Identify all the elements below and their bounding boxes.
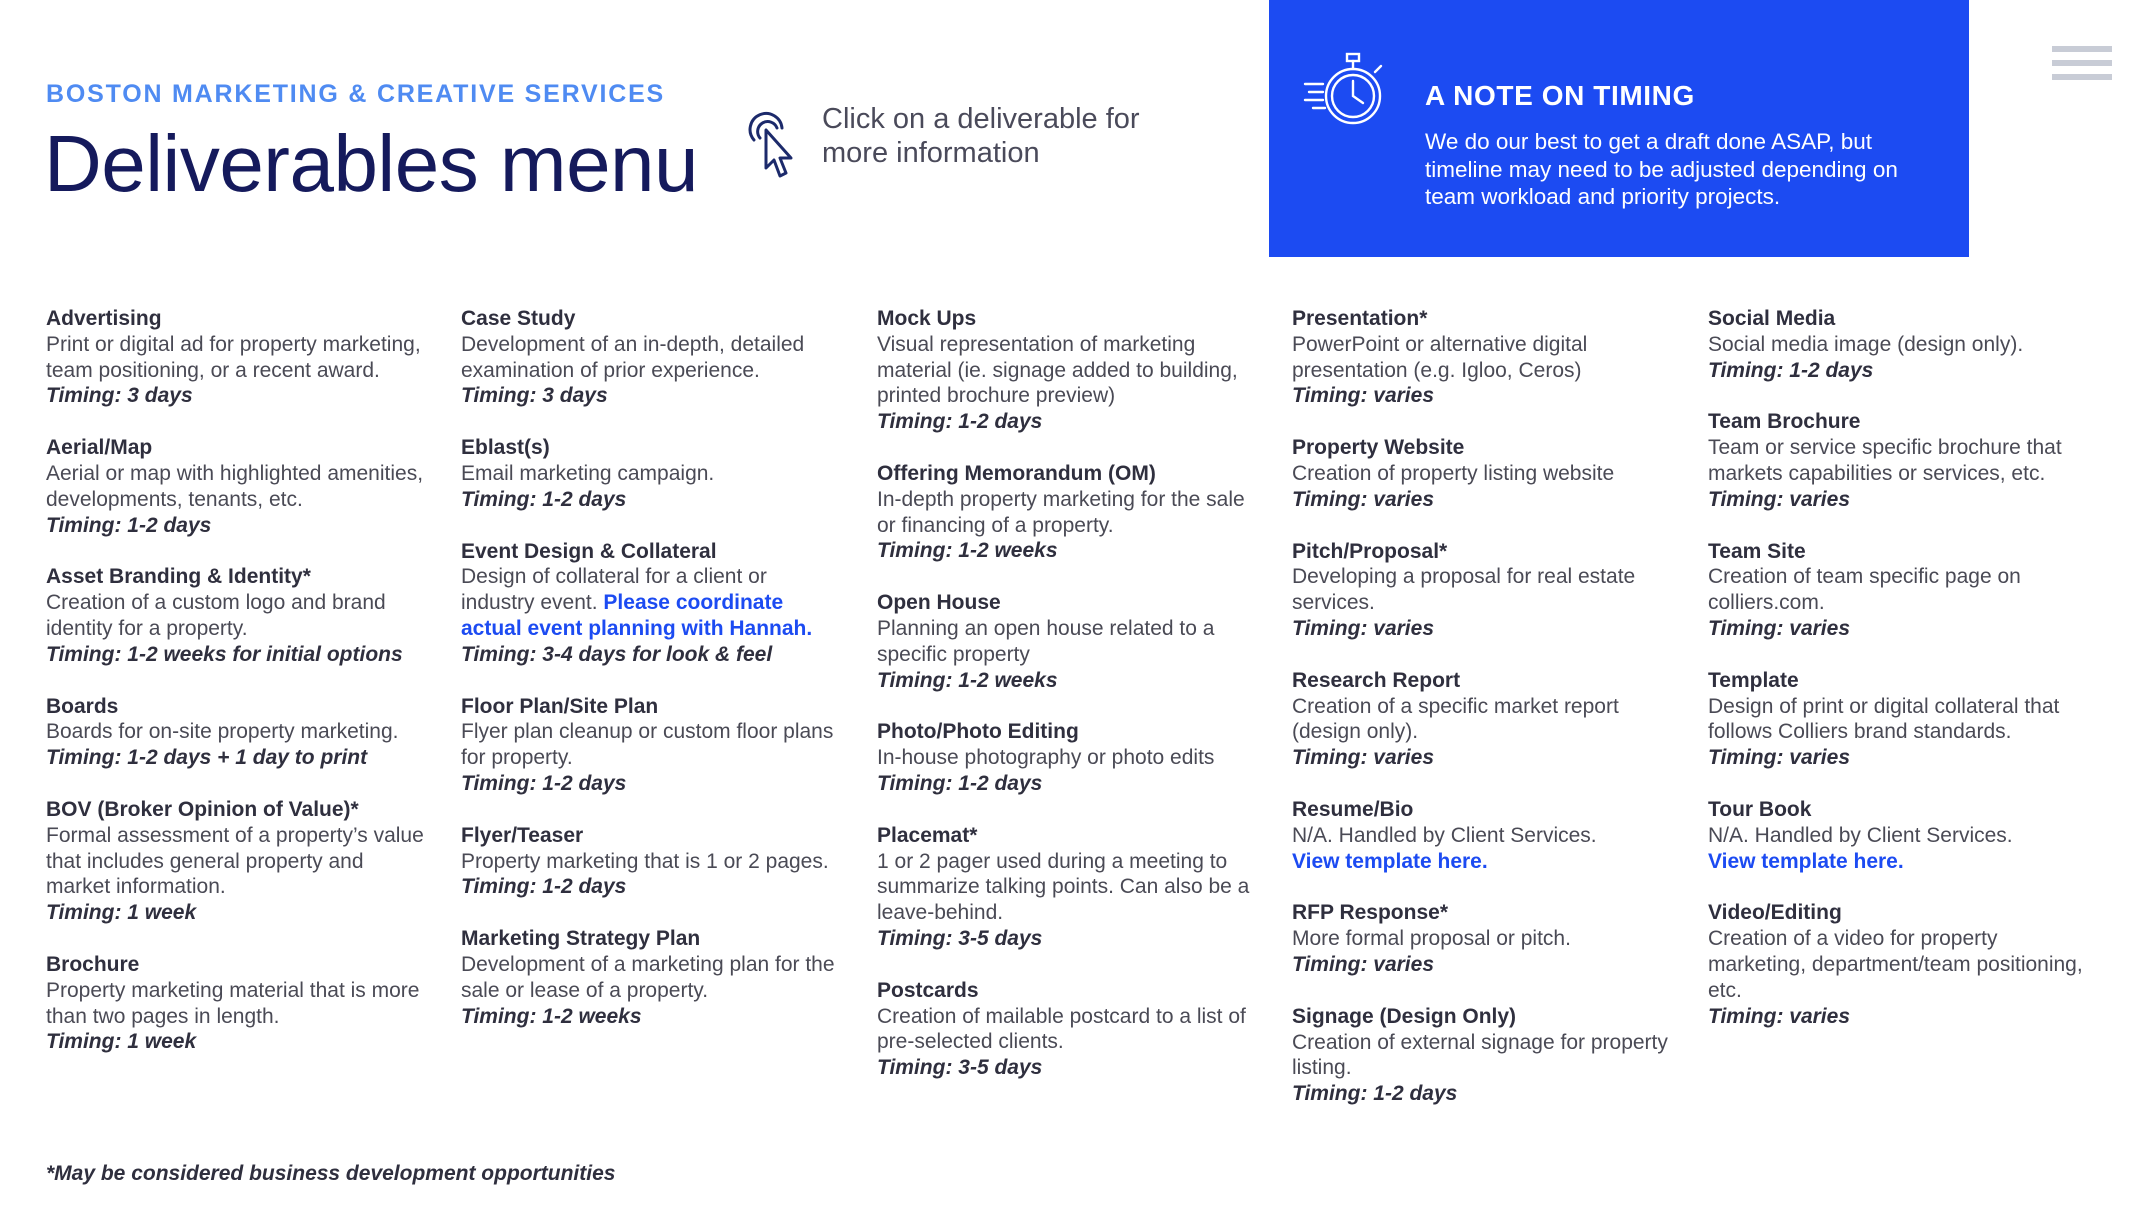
deliverable-item[interactable] [877, 461, 1257, 564]
hint-line-1: Click on a deliverable for [822, 103, 1140, 135]
deliverable-timing: Timing: 1-2 days + 1 day to print [46, 746, 368, 770]
deliverable-timing: Timing: 1-2 weeks [461, 1004, 642, 1028]
deliverable-item[interactable] [1292, 900, 1672, 977]
deliverable-title[interactable]: Pitch/Proposal* [1292, 539, 1448, 563]
deliverable-timing: Timing: varies [1708, 1004, 1850, 1028]
deliverable-item[interactable] [877, 306, 1257, 435]
deliverable-timing: Timing: 1 week [46, 1030, 197, 1054]
deliverable-title[interactable]: Property Website [1292, 436, 1465, 460]
deliverable-description: Email marketing campaign. [461, 461, 715, 485]
note-body: We do our best to get a draft done ASAP, but timeline may need to be adjusted depending on team workload and priority projects. [1425, 129, 1898, 209]
deliverable-title[interactable]: Brochure [46, 952, 140, 976]
deliverable-timing: Timing: 3 days [46, 384, 193, 408]
coordinate-planning-link[interactable]: Please coordinate actual event planning with Hannah. [461, 591, 813, 640]
deliverable-item[interactable] [461, 306, 841, 409]
deliverable-timing: Timing: 1 week [46, 901, 197, 925]
deliverable-title[interactable]: Marketing Strategy Plan [461, 927, 701, 951]
deliverable-title[interactable]: Template [1708, 668, 1799, 692]
deliverable-timing: Timing: 1-2 days [461, 771, 627, 795]
deliverable-description: Creation of property listing website [1292, 461, 1615, 485]
deliverable-description: Planning an open house related to a specific property [877, 616, 1215, 666]
deliverable-timing: Timing: 3-4 days for look & feel [461, 642, 773, 666]
deliverable-item[interactable] [461, 694, 841, 797]
deliverable-timing: Timing: 1-2 days [1708, 358, 1874, 382]
deliverable-title[interactable]: Aerial/Map [46, 436, 153, 460]
deliverable-description: Creation of a video for property marketing, department/team positioning, etc. [1708, 927, 2083, 1002]
deliverable-timing: Timing: 1-2 days [877, 771, 1043, 795]
deliverable-title[interactable]: Flyer/Teaser [461, 823, 584, 847]
deliverable-item[interactable] [461, 435, 841, 512]
deliverable-item[interactable] [46, 435, 426, 538]
deliverable-item[interactable] [46, 306, 426, 409]
deliverable-timing: Timing: varies [1292, 952, 1434, 976]
deliverable-timing: Timing: varies [1292, 746, 1434, 770]
deliverable-description: Creation of external signage for property listing. [1292, 1030, 1668, 1080]
pointer-click-icon [742, 106, 804, 182]
deliverable-item[interactable] [461, 926, 841, 1029]
deliverable-item[interactable] [1708, 668, 2088, 771]
deliverable-item[interactable] [1708, 409, 2088, 512]
deliverable-title[interactable]: Photo/Photo Editing [877, 720, 1079, 744]
deliverable-description: Development of an in-depth, detailed examination of prior experience. [461, 332, 805, 382]
deliverable-description: Creation of team specific page on colliers.com. [1708, 565, 2021, 615]
deliverable-description: PowerPoint or alternative digital presentation (e.g. Igloo, Ceros) [1292, 332, 1588, 382]
timing-note-panel [1269, 0, 1969, 257]
view-template-link[interactable]: View template here. [1708, 849, 1904, 873]
deliverable-description: Aerial or map with highlighted amenities, developments, tenants, etc. [46, 461, 424, 511]
deliverables-column-5 [1708, 306, 2088, 1055]
deliverable-item[interactable] [46, 797, 426, 926]
deliverable-description: Social media image (design only). [1708, 332, 2024, 356]
deliverable-timing: Timing: 3-5 days [877, 1056, 1043, 1080]
deliverable-title[interactable]: Tour Book [1708, 797, 1812, 821]
footnote: *May be considered business development opportunities [46, 1162, 616, 1185]
deliverable-timing: Timing: 1-2 days [461, 487, 627, 511]
deliverable-item[interactable] [877, 978, 1257, 1081]
deliverables-column-4 [1292, 306, 1672, 1133]
deliverable-timing: Timing: varies [1292, 384, 1434, 408]
deliverable-description: Design of print or digital collateral that follows Colliers brand standards. [1708, 694, 2060, 744]
deliverable-title[interactable]: Mock Ups [877, 307, 977, 330]
deliverable-description: Creation of a specific market report (design only). [1292, 694, 1619, 744]
deliverable-timing: Timing: 1-2 weeks [877, 539, 1058, 563]
deliverable-timing: Timing: 1-2 days [46, 513, 212, 537]
deliverable-item[interactable] [1292, 668, 1672, 771]
deliverable-title[interactable]: Boards [46, 694, 119, 718]
deliverable-item[interactable] [461, 823, 841, 900]
deliverable-description: Property marketing that is 1 or 2 pages. [461, 849, 829, 873]
deliverable-timing: Timing: varies [1708, 487, 1850, 511]
deliverable-title[interactable]: Postcards [877, 978, 979, 1002]
deliverable-item[interactable] [877, 590, 1257, 693]
page-title: Deliverables menu [44, 119, 699, 208]
deliverable-timing: Timing: varies [1292, 616, 1434, 640]
deliverable-item[interactable] [46, 694, 426, 771]
deliverable-timing: Timing: varies [1708, 616, 1850, 640]
deliverable-description: Design of collateral for a client or industry event. [461, 565, 767, 615]
deliverable-title[interactable]: Case Study [461, 307, 576, 330]
deliverable-description: Property marketing material that is more than two pages in length. [46, 978, 420, 1028]
click-hint [742, 102, 1182, 182]
deliverable-title[interactable]: Event Design & Collateral [461, 539, 717, 563]
deliverable-item[interactable] [1708, 306, 2088, 383]
note-title: A NOTE ON TIMING [1425, 80, 1695, 111]
deliverable-title[interactable]: Open House [877, 591, 1001, 615]
deliverable-title[interactable]: Offering Memorandum (OM) [877, 461, 1156, 485]
hamburger-menu-icon[interactable] [2052, 46, 2112, 94]
deliverable-item[interactable] [1292, 539, 1672, 642]
deliverable-description: Print or digital ad for property marketing, team positioning, or a recent award. [46, 332, 421, 382]
deliverable-title[interactable]: Signage (Design Only) [1292, 1004, 1517, 1028]
deliverable-title[interactable]: Video/Editing [1708, 901, 1842, 925]
view-template-link[interactable]: View template here. [1292, 849, 1488, 873]
hint-line-2: more information [822, 137, 1040, 169]
deliverable-title[interactable]: Placemat* [877, 823, 978, 847]
deliverable-title[interactable]: Resume/Bio [1292, 797, 1414, 821]
deliverables-column-2 [461, 306, 841, 1055]
deliverable-description: Team or service specific brochure that markets capabilities or services, etc. [1708, 436, 2062, 485]
deliverable-item[interactable] [46, 564, 426, 667]
deliverable-item[interactable] [877, 823, 1257, 952]
deliverable-description: Creation of a custom logo and brand identity for a property. [46, 591, 386, 640]
deliverable-item[interactable] [1708, 900, 2088, 1029]
deliverable-timing: Timing: 3 days [461, 384, 608, 408]
deliverable-timing: Timing: 1-2 days [461, 875, 627, 899]
deliverable-timing: Timing: 1-2 days [877, 410, 1043, 434]
deliverable-timing: Timing: varies [1292, 487, 1434, 511]
deliverable-item[interactable] [1708, 797, 2088, 874]
deliverable-title[interactable]: Research Report [1292, 668, 1461, 692]
deliverable-description: Visual representation of marketing material (ie. signage added to building, printed brochure preview) [877, 332, 1238, 408]
deliverable-title[interactable]: Presentation* [1292, 307, 1428, 330]
deliverable-description: In-depth property marketing for the sale or financing of a property. [877, 487, 1245, 537]
deliverable-description: Flyer plan cleanup or custom floor plans for property. [461, 720, 834, 770]
stopwatch-icon [1303, 48, 1391, 130]
deliverable-description: Developing a proposal for real estate services. [1292, 565, 1636, 615]
deliverable-description: Development of a marketing plan for the sale or lease of a property. [461, 952, 835, 1002]
deliverable-title[interactable]: Team Brochure [1708, 410, 1861, 434]
deliverable-description: More formal proposal or pitch. [1292, 927, 1571, 951]
deliverables-column-1 [46, 306, 426, 1081]
deliverable-timing: Timing: varies [1708, 746, 1850, 770]
deliverable-item[interactable] [877, 719, 1257, 796]
company-eyebrow: BOSTON MARKETING & CREATIVE SERVICES [46, 80, 666, 108]
deliverable-title[interactable]: Team Site [1708, 539, 1806, 563]
deliverable-title[interactable]: Eblast(s) [461, 436, 550, 460]
deliverable-item[interactable] [46, 952, 426, 1055]
deliverable-item[interactable] [1292, 306, 1672, 409]
deliverable-title[interactable]: Asset Branding & Identity* [46, 565, 311, 589]
deliverable-item[interactable] [1292, 435, 1672, 512]
deliverable-title[interactable]: Floor Plan/Site Plan [461, 694, 659, 718]
deliverable-description: In-house photography or photo edits [877, 746, 1215, 770]
deliverables-column-3 [877, 306, 1257, 1107]
deliverable-item[interactable] [1292, 1004, 1672, 1107]
deliverable-title[interactable]: Social Media [1708, 307, 1836, 330]
deliverable-timing: Timing: 1-2 days [1292, 1082, 1458, 1106]
deliverable-item[interactable] [1708, 539, 2088, 642]
deliverable-description: Formal assessment of a property’s value that includes general property and market information. [46, 823, 424, 899]
deliverable-title[interactable]: Advertising [46, 307, 162, 330]
deliverable-description: N/A. Handled by Client Services. [1292, 823, 1597, 847]
deliverable-timing: Timing: 3-5 days [877, 926, 1043, 950]
deliverable-title[interactable]: RFP Response* [1292, 901, 1448, 925]
deliverable-item[interactable] [1292, 797, 1672, 874]
deliverable-timing: Timing: 1-2 weeks [877, 668, 1058, 692]
deliverable-description: 1 or 2 pager used during a meeting to summarize talking points. Can also be a leave-behind. [877, 849, 1250, 925]
deliverable-title[interactable]: BOV (Broker Opinion of Value)* [46, 797, 359, 821]
deliverable-description: N/A. Handled by Client Services. [1708, 823, 2013, 847]
deliverable-description: Boards for on-site property marketing. [46, 720, 399, 744]
deliverable-timing: Timing: 1-2 weeks for initial options [46, 642, 403, 666]
deliverable-item[interactable] [461, 539, 841, 668]
deliverable-description: Creation of mailable postcard to a list of pre-selected clients. [877, 1004, 1246, 1054]
